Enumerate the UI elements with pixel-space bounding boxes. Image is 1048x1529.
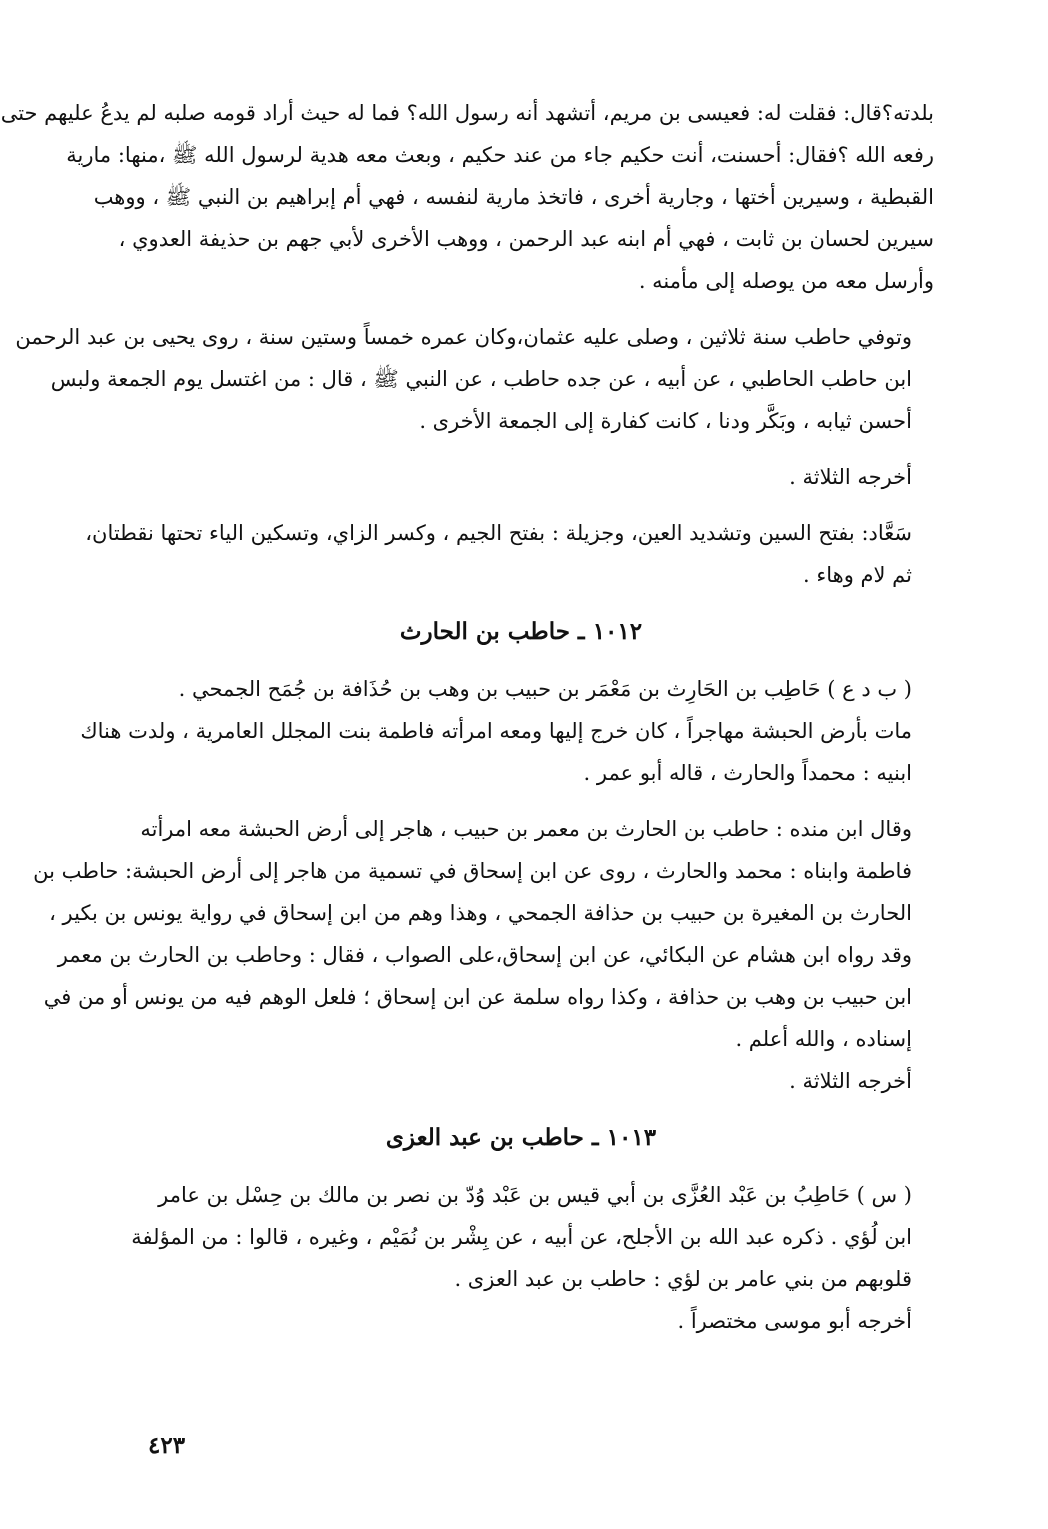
text-line: وقال ابن منده : حاطب بن الحارث بن معمر بن حبيب ، هاجر إلى أرض الحبشة معه امرأته bbox=[140, 817, 912, 841]
entry-heading-1012: ١٠١٢ ـ حاطب بن الحارث bbox=[399, 618, 643, 645]
text-line: وتوفي حاطب سنة ثلاثين ، وصلى عليه عثمان،وكان عمره خمساً وستين سنة ، روى يحيى بن عبد الرحمن bbox=[15, 325, 912, 349]
text-line: مات بأرض الحبشة مهاجراً ، كان خرج إليها ومعه امرأته فاطمة بنت المجلل العامرية ، ولدت هناك bbox=[80, 719, 912, 743]
paragraph-vocalization-note bbox=[85, 512, 934, 596]
text-line: سيرين لحسان بن ثابت ، فهي أم ابنه عبد الرحمن ، ووهب الأخرى لأبي جهم بن حذيفة العدوي ، bbox=[118, 227, 934, 251]
text-line: أخرجه أبو موسى مختصراً . bbox=[677, 1309, 912, 1333]
text-line: سَعَّاد: بفتح السين وتشديد العين، وجزيلة : بفتح الجيم ، وكسر الزاي، وتسكين الياء تحتها نقطتان، bbox=[85, 521, 912, 545]
text-line: ابن حبيب بن وهب بن حذافة ، وكذا رواه سلمة عن ابن إسحاق ؛ فلعل الوهم فيه من يونس أو من في bbox=[43, 985, 912, 1009]
entry-heading-1013: ١٠١٣ ـ حاطب بن عبد العزى bbox=[385, 1124, 657, 1151]
paragraph-source-note bbox=[108, 456, 934, 498]
paragraph-lineage-1012 bbox=[108, 668, 934, 710]
text-line: ( س ) حَاطِبُ بن عَبْد العُزَّى بن أبي قيس بن عَبْد وُدّ بن نصر بن مالك بن حِسْل بن عامر bbox=[158, 1183, 912, 1207]
text-line: القبطية ، وسيرين أختها ، وجارية أخرى ، فاتخذ مارية لنفسه ، فهي أم إبراهيم بن النبي ﷺ ، ووهب bbox=[93, 185, 934, 209]
text-line: وأرسل معه من يوصله إلى مأمنه . bbox=[638, 269, 934, 293]
text-line: ( ب د ع ) حَاطِب بن الحَارِث بن مَعْمَر بن حبيب بن وهب بن حُذَافة بن جُمَح الجمحي . bbox=[178, 677, 912, 701]
paragraph-ibn-manda-report bbox=[33, 808, 934, 1060]
paragraph-lineage-1013 bbox=[108, 1174, 934, 1300]
paragraph-death-and-hadith bbox=[15, 316, 934, 442]
text-line: رفعه الله ؟فقال: أحسنت، أنت حكيم جاء من عند حكيم ، وبعث معه هدية لرسول الله ﷺ ،منها: مارية bbox=[66, 143, 934, 167]
text-line: ثم لام وهاء . bbox=[803, 563, 912, 587]
text-line: فاطمة وابناه : محمد والحارث ، روى عن ابن إسحاق في تسمية من هاجر إلى أرض الحبشة: حاطب بن bbox=[33, 859, 912, 883]
text-line: وقد رواه ابن هشام عن البكائي، عن ابن إسحاق،على الصواب ، فقال : وحاطب بن الحارث بن معمر bbox=[57, 943, 912, 967]
text-line: أخرجه الثلاثة . bbox=[789, 1069, 912, 1093]
book-page bbox=[0, 92, 934, 1492]
page-number: ٤٢٣ bbox=[148, 1432, 186, 1459]
text-line: قلوبهم من بني عامر بن لؤي : حاطب بن عبد العزى . bbox=[454, 1267, 912, 1291]
text-line: ابن حاطب الحاطبي ، عن أبيه ، عن جده حاطب ، عن النبي ﷺ ، قال : من اغتسل يوم الجمعة ولبس bbox=[50, 367, 912, 391]
text-line: بلدته؟قال: فقلت له: فعيسى بن مريم، أتشهد أنه رسول الله؟ فما له حيث أراد قومه صلبه لم يدعُ عليهم حتى bbox=[0, 101, 934, 125]
paragraph-muqawqis-story bbox=[0, 92, 934, 302]
paragraph-source-note-2 bbox=[108, 1060, 934, 1102]
text-line: الحارث بن المغيرة بن حبيب بن حذافة الجمحي ، وهذا وهم من ابن إسحاق في رواية يونس بن بكير ، bbox=[49, 901, 912, 925]
text-line: ابن لُؤي . ذكره عبد الله بن الأجلح، عن أبيه ، عن بِشْر بن نُمَيْم ، وغيره ، قالوا : من المؤلفة bbox=[131, 1225, 912, 1249]
paragraph-source-note-3 bbox=[108, 1300, 934, 1342]
text-line: أخرجه الثلاثة . bbox=[789, 465, 912, 489]
text-line: أحسن ثيابه ، وبَكَّر ودنا ، كانت كفارة إلى الجمعة الأخرى . bbox=[419, 409, 912, 433]
text-line: ابنيه : محمداً والحارث ، قاله أبو عمر . bbox=[583, 761, 912, 785]
text-line: إسناده ، والله أعلم . bbox=[735, 1027, 912, 1051]
paragraph-abyssinia-migration bbox=[80, 710, 934, 794]
